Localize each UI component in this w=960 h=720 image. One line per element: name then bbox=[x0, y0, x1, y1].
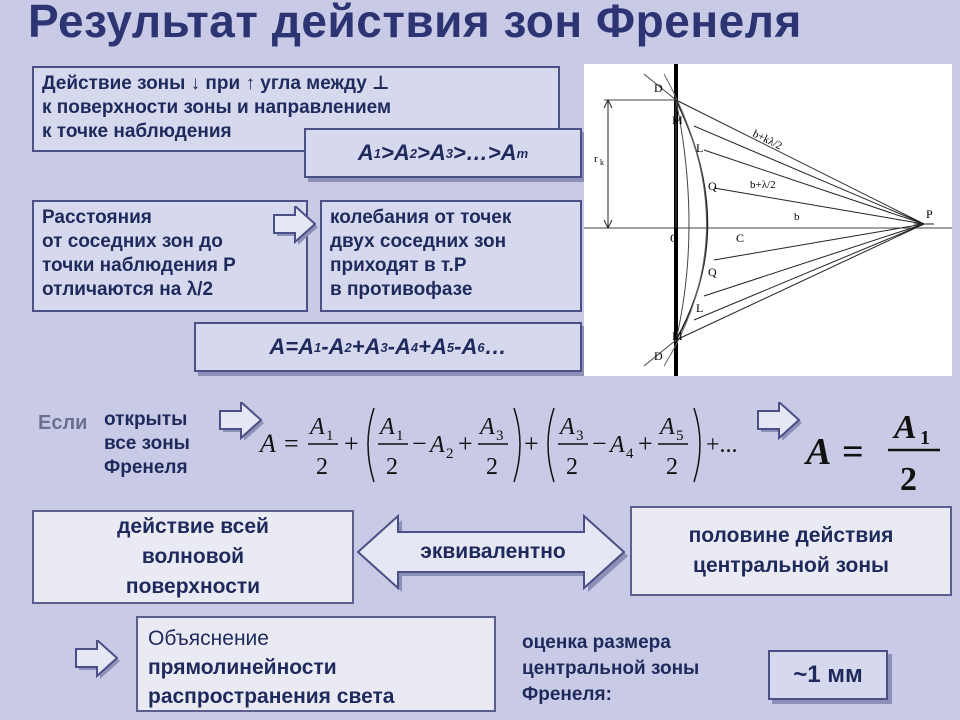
label-b-k: b+kλ/2 bbox=[750, 127, 784, 153]
sum-lhs: A=A bbox=[269, 334, 315, 359]
explanation-line3: распространения света bbox=[148, 685, 395, 708]
sum-sub1: 1 bbox=[314, 339, 322, 355]
eq-g1-a3: A bbox=[480, 414, 495, 440]
sum-op1: -A bbox=[321, 334, 345, 359]
fresnel-diagram-svg bbox=[584, 64, 952, 376]
page-title: Результат действия зон Френеля bbox=[28, 0, 802, 47]
eq-plus2: + bbox=[524, 429, 539, 458]
label-m-bottom: M bbox=[672, 329, 683, 343]
eq-plus1: + bbox=[344, 429, 359, 458]
eq-g1-plus: + bbox=[458, 429, 473, 458]
if-label: Если bbox=[38, 412, 88, 434]
eq-g2-a5: A bbox=[660, 414, 675, 440]
zone-action-line3: к точке наблюдения bbox=[42, 121, 232, 142]
result-a: A bbox=[806, 431, 832, 473]
sum-sub3: 3 bbox=[380, 339, 388, 355]
zone-action-line2: к поверхности зоны и направлением bbox=[42, 97, 392, 118]
distance-line2: от соседних зон до bbox=[42, 231, 223, 252]
ineq-gt1: > bbox=[381, 140, 394, 165]
right-arrow-icon bbox=[272, 206, 322, 248]
eq-g2-s4: 4 bbox=[626, 446, 634, 462]
ineq-s1: 1 bbox=[373, 145, 381, 161]
eq-dots: +... bbox=[706, 432, 738, 458]
eq-g1-a2: A bbox=[430, 432, 445, 458]
antiphase-line1: колебания от точек bbox=[330, 207, 512, 228]
right-arrow-icon bbox=[756, 402, 806, 444]
antiphase-line3: приходят в т.P bbox=[330, 255, 467, 276]
ineq-a2: A bbox=[393, 140, 410, 165]
result-num: A bbox=[894, 409, 917, 446]
eq-g1-s3: 3 bbox=[496, 428, 504, 444]
ineq-sm: m bbox=[516, 145, 529, 161]
distance-line3: точки наблюдения P bbox=[42, 255, 236, 276]
label-r: r bbox=[594, 153, 598, 165]
size-value-box: ~1 мм bbox=[768, 650, 888, 700]
eq-a1-num: A bbox=[310, 414, 325, 440]
eq-g2-d3: 2 bbox=[566, 454, 578, 480]
fresnel-zones-diagram bbox=[584, 64, 952, 376]
explanation-line1: Объяснение bbox=[148, 627, 269, 650]
whole-surface-line1: действие всей bbox=[117, 515, 269, 538]
label-q-top: Q bbox=[708, 179, 717, 193]
eq-den1: 2 bbox=[316, 454, 328, 480]
central-zone-line1: половине действия bbox=[688, 524, 894, 547]
label-q-bottom: Q bbox=[708, 265, 717, 279]
explanation-box bbox=[136, 616, 496, 712]
sum-tail: … bbox=[484, 334, 507, 359]
label-p: P bbox=[926, 207, 933, 221]
sum-op5: -A bbox=[454, 334, 478, 359]
central-zone-line2: центральной зоны bbox=[693, 554, 889, 577]
estimate-line1: оценка размера bbox=[522, 632, 671, 653]
eq-a1-sub: 1 bbox=[326, 428, 334, 444]
eq-g2-s5: 5 bbox=[676, 428, 684, 444]
eq-g2-minus: − bbox=[592, 429, 607, 458]
eq-g1-d3: 2 bbox=[486, 454, 498, 480]
label-c: C bbox=[736, 231, 745, 245]
eq-g1-a1: A bbox=[380, 414, 395, 440]
sum-sub6: 6 bbox=[477, 339, 485, 355]
sum-sub5: 5 bbox=[446, 339, 455, 355]
result-equals: = bbox=[842, 431, 864, 473]
result-sub: 1 bbox=[920, 427, 930, 449]
whole-surface-line2: волновой bbox=[141, 545, 245, 568]
distance-line1: Расстояния bbox=[42, 207, 152, 228]
label-l-bottom: L bbox=[696, 301, 704, 315]
eq-g2-a4: A bbox=[610, 432, 625, 458]
result-den: 2 bbox=[900, 461, 917, 498]
eq-g2-plus: + bbox=[638, 429, 653, 458]
series-equation bbox=[258, 398, 768, 490]
eq-g2-s3: 3 bbox=[576, 428, 584, 444]
result-equation bbox=[800, 402, 950, 498]
estimate-line2: центральной зоны bbox=[522, 658, 700, 679]
eq-g1-s2: 2 bbox=[446, 446, 454, 462]
whole-surface-line3: поверхности bbox=[125, 575, 261, 598]
sum-op4: +A bbox=[418, 334, 447, 359]
ineq-a1: A bbox=[357, 140, 374, 165]
eq-a: A bbox=[260, 429, 276, 458]
ineq-s3: 3 bbox=[445, 145, 453, 161]
ineq-s2: 2 bbox=[409, 145, 417, 161]
label-l-top: L bbox=[696, 141, 704, 155]
antiphase-line2: двух соседних зон bbox=[330, 231, 507, 252]
ineq-gt2: > bbox=[416, 140, 430, 165]
distance-line4: отличаются на λ/2 bbox=[42, 279, 214, 300]
sum-op2: +A bbox=[351, 334, 381, 359]
eq-g2-a3: A bbox=[560, 414, 575, 440]
amplitude-sum-box bbox=[194, 322, 582, 372]
amplitude-inequality-box bbox=[304, 128, 582, 178]
whole-surface-box bbox=[32, 510, 354, 604]
eq-g1-d1: 2 bbox=[386, 454, 398, 480]
ineq-am: A bbox=[500, 140, 517, 165]
ineq-a3: A bbox=[429, 140, 446, 165]
label-d-top: D bbox=[654, 81, 663, 95]
explanation-line2: прямолинейности bbox=[148, 656, 337, 679]
zone-action-line1: Действие зоны ↓ при ↑ угла между ⊥ bbox=[42, 73, 390, 94]
right-arrow-icon bbox=[74, 640, 124, 682]
antiphase-box bbox=[320, 200, 582, 312]
label-o: O bbox=[670, 231, 679, 245]
sum-op3: -A bbox=[387, 334, 411, 359]
antiphase-line4: в противофазе bbox=[330, 279, 473, 300]
label-k: k bbox=[600, 158, 604, 167]
label-d-bottom: D bbox=[654, 349, 663, 363]
sum-sub4: 4 bbox=[410, 339, 419, 355]
open-zones-text bbox=[104, 408, 190, 480]
sum-sub2: 2 bbox=[344, 339, 352, 355]
estimate-line3: Френеля: bbox=[522, 684, 612, 705]
central-zone-box bbox=[630, 506, 952, 596]
open-zones-line3: Френеля bbox=[104, 457, 188, 478]
eq-g1-s1: 1 bbox=[396, 428, 404, 444]
open-zones-line1: открыты bbox=[104, 409, 188, 430]
distance-box bbox=[32, 200, 308, 312]
equivalent-label: эквивалентно bbox=[420, 540, 566, 563]
ineq-dots: >…> bbox=[452, 140, 501, 165]
label-b: b bbox=[794, 211, 800, 223]
eq-g1-minus: − bbox=[412, 429, 427, 458]
eq-g2-d5: 2 bbox=[666, 454, 678, 480]
eq-equals: = bbox=[284, 429, 299, 458]
estimate-text bbox=[522, 630, 699, 708]
label-b-half: b+λ/2 bbox=[750, 179, 776, 191]
label-m-top: M bbox=[672, 113, 683, 127]
open-zones-line2: все зоны bbox=[104, 433, 190, 454]
